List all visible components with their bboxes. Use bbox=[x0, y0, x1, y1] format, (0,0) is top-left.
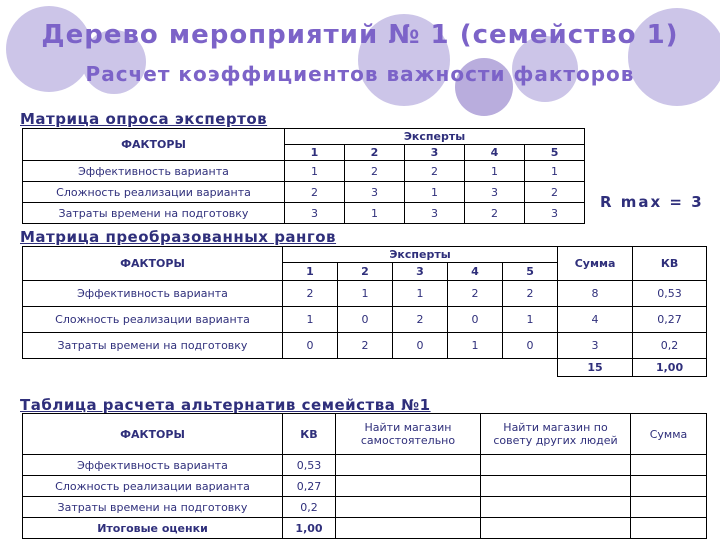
expert-col-number: 2 bbox=[345, 145, 405, 161]
experts-header: Эксперты bbox=[285, 129, 585, 145]
value-cell: 2 bbox=[448, 281, 503, 307]
expert-col-number: 3 bbox=[405, 145, 465, 161]
empty-cell bbox=[631, 476, 707, 497]
factor-cell: Сложность реализации варианта bbox=[23, 307, 283, 333]
empty-cell bbox=[336, 455, 481, 476]
factors-header: ФАКТОРЫ bbox=[23, 129, 285, 161]
expert-col-number: 3 bbox=[393, 263, 448, 281]
expert-col-number: 4 bbox=[465, 145, 525, 161]
transformed-table bbox=[22, 246, 707, 377]
kv-cell: 0,2 bbox=[633, 333, 707, 359]
empty-cell bbox=[336, 476, 481, 497]
value-cell: 1 bbox=[393, 281, 448, 307]
empty-cell bbox=[481, 476, 631, 497]
expert-col-number: 4 bbox=[448, 263, 503, 281]
empty-cell bbox=[631, 518, 707, 539]
table-row bbox=[23, 333, 707, 359]
empty-cell bbox=[631, 455, 707, 476]
section-heading-alternatives: Таблица расчета альтернатив семейства №1 bbox=[20, 396, 431, 414]
table-row bbox=[23, 518, 707, 539]
table-row bbox=[23, 161, 585, 182]
value-cell: 2 bbox=[525, 182, 585, 203]
expert-col-number: 5 bbox=[503, 263, 558, 281]
value-cell: 1 bbox=[285, 161, 345, 182]
value-cell: 0 bbox=[338, 307, 393, 333]
value-cell: 2 bbox=[283, 281, 338, 307]
value-cell: 1 bbox=[283, 307, 338, 333]
value-cell: 1 bbox=[525, 161, 585, 182]
totals-row bbox=[23, 359, 707, 377]
kv-header: КВ bbox=[633, 247, 707, 281]
sum-cell: 3 bbox=[558, 333, 633, 359]
expert-col-number: 2 bbox=[338, 263, 393, 281]
factor-cell: Эффективность варианта bbox=[23, 281, 283, 307]
kv-cell: 0,53 bbox=[283, 455, 336, 476]
value-cell: 1 bbox=[345, 203, 405, 224]
section-heading-transformed: Матрица преобразованных рангов bbox=[20, 228, 337, 246]
value-cell: 1 bbox=[448, 333, 503, 359]
kv-cell: 0,53 bbox=[633, 281, 707, 307]
factor-cell: Эффективность варианта bbox=[23, 161, 285, 182]
factors-header: ФАКТОРЫ bbox=[23, 247, 283, 281]
value-cell: 2 bbox=[345, 161, 405, 182]
value-cell: 2 bbox=[465, 203, 525, 224]
value-cell: 1 bbox=[338, 281, 393, 307]
table-row bbox=[23, 203, 585, 224]
table-row bbox=[23, 307, 707, 333]
sum-header: Сумма bbox=[558, 247, 633, 281]
table-row bbox=[23, 281, 707, 307]
value-cell: 2 bbox=[338, 333, 393, 359]
empty-cell bbox=[481, 518, 631, 539]
alt2-header: Найти магазин по совету других людей bbox=[481, 414, 631, 455]
expert-col-number: 1 bbox=[283, 263, 338, 281]
value-cell: 1 bbox=[503, 307, 558, 333]
total-sum-cell: 15 bbox=[558, 359, 633, 377]
kv-cell: 0,27 bbox=[283, 476, 336, 497]
value-cell: 0 bbox=[393, 333, 448, 359]
factor-cell: Сложность реализации варианта bbox=[23, 182, 285, 203]
empty-cell bbox=[631, 497, 707, 518]
value-cell: 1 bbox=[465, 161, 525, 182]
value-cell: 0 bbox=[283, 333, 338, 359]
value-cell: 0 bbox=[448, 307, 503, 333]
kv-cell: 0,27 bbox=[633, 307, 707, 333]
value-cell: 3 bbox=[525, 203, 585, 224]
empty-cell bbox=[336, 518, 481, 539]
sum-header: Сумма bbox=[631, 414, 707, 455]
factor-cell: Затраты времени на подготовку bbox=[23, 333, 283, 359]
experts-header: Эксперты bbox=[283, 247, 558, 263]
empty-cell bbox=[481, 455, 631, 476]
totals-spacer bbox=[23, 359, 558, 377]
factors-header: ФАКТОРЫ bbox=[23, 414, 283, 455]
value-cell: 3 bbox=[345, 182, 405, 203]
table-row bbox=[23, 455, 707, 476]
expert-col-number: 1 bbox=[285, 145, 345, 161]
table-row bbox=[23, 476, 707, 497]
value-cell: 2 bbox=[393, 307, 448, 333]
table-header-row bbox=[23, 247, 707, 263]
table-header-row bbox=[23, 129, 585, 145]
kv-header: КВ bbox=[283, 414, 336, 455]
kv-cell: 0,2 bbox=[283, 497, 336, 518]
expert-col-number: 5 bbox=[525, 145, 585, 161]
value-cell: 3 bbox=[465, 182, 525, 203]
section-heading-survey: Матрица опроса экспертов bbox=[20, 110, 268, 128]
table-header-row bbox=[23, 414, 707, 455]
empty-cell bbox=[481, 497, 631, 518]
factor-cell: Затраты времени на подготовку bbox=[23, 497, 283, 518]
value-cell: 3 bbox=[405, 203, 465, 224]
value-cell: 2 bbox=[285, 182, 345, 203]
value-cell: 1 bbox=[405, 182, 465, 203]
value-cell: 2 bbox=[405, 161, 465, 182]
value-cell: 0 bbox=[503, 333, 558, 359]
r-max-note: R max = 3 bbox=[600, 193, 704, 211]
survey-table bbox=[22, 128, 585, 224]
slide-subtitle: Расчет коэффициентов важности факторов bbox=[85, 62, 635, 86]
alternatives-table bbox=[22, 413, 707, 539]
alt1-header: Найти магазин самостоятельно bbox=[336, 414, 481, 455]
factor-cell: Итоговые оценки bbox=[23, 518, 283, 539]
value-cell: 3 bbox=[285, 203, 345, 224]
table-row bbox=[23, 182, 585, 203]
factor-cell: Затраты времени на подготовку bbox=[23, 203, 285, 224]
total-kv-cell: 1,00 bbox=[633, 359, 707, 377]
empty-cell bbox=[336, 497, 481, 518]
kv-cell: 1,00 bbox=[283, 518, 336, 539]
factor-cell: Эффективность варианта bbox=[23, 455, 283, 476]
sum-cell: 4 bbox=[558, 307, 633, 333]
factor-cell: Сложность реализации варианта bbox=[23, 476, 283, 497]
slide-title: Дерево мероприятий № 1 (семейство 1) bbox=[41, 20, 679, 50]
sum-cell: 8 bbox=[558, 281, 633, 307]
value-cell: 2 bbox=[503, 281, 558, 307]
table-row bbox=[23, 497, 707, 518]
